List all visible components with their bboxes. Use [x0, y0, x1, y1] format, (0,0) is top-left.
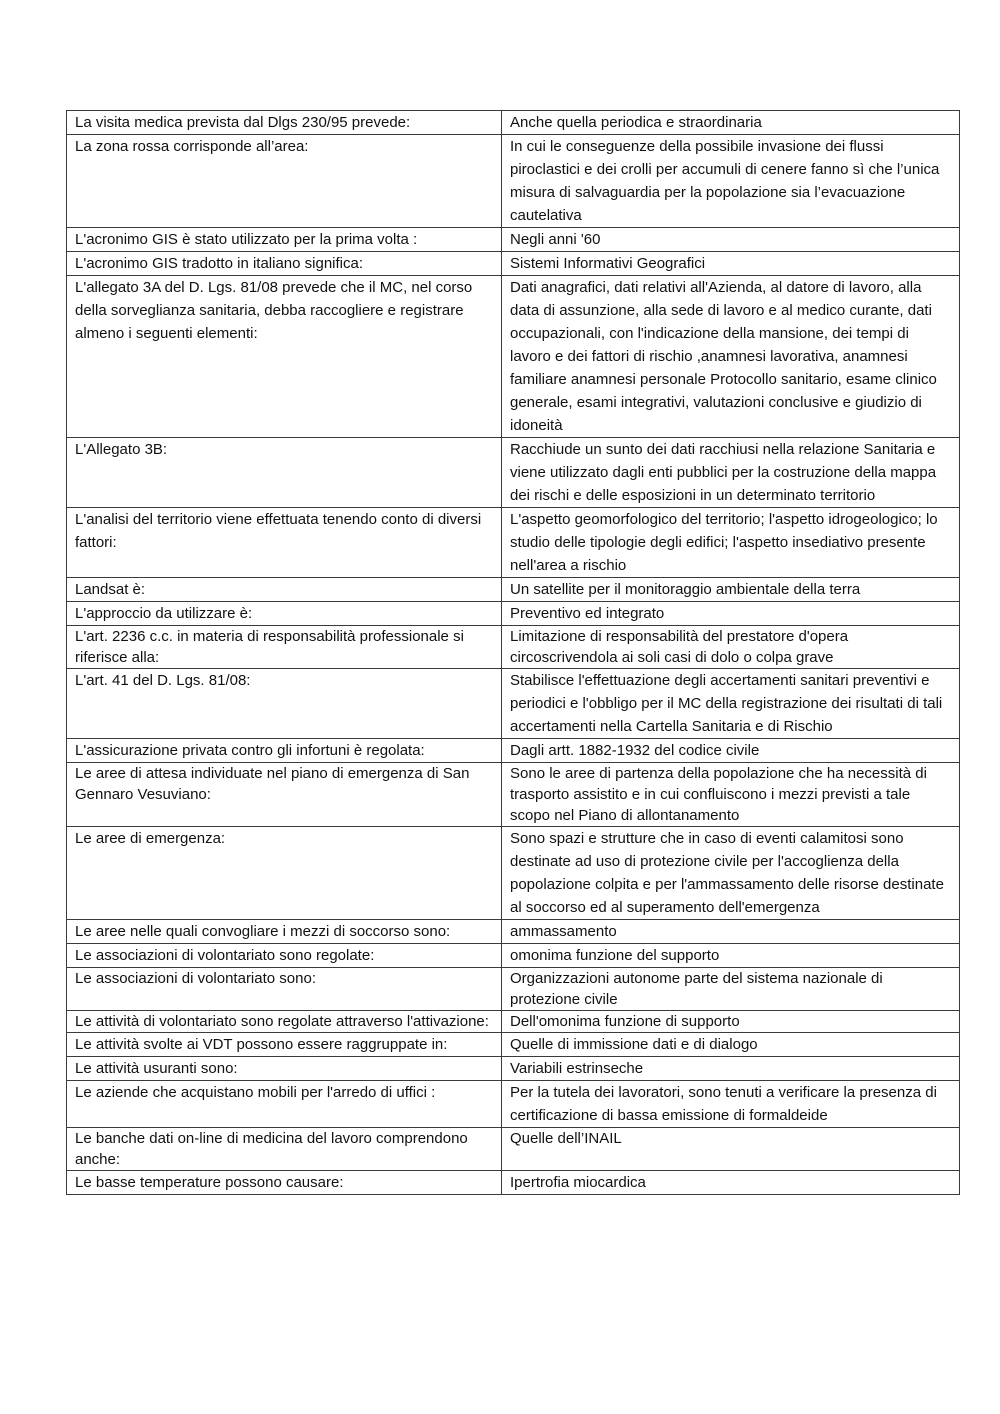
question-cell: La zona rossa corrisponde all’area: — [67, 135, 502, 228]
answer-cell: ammassamento — [502, 920, 960, 944]
answer-cell: Limitazione di responsabilità del prestatore d'opera circoscrivendola ai soli casi di dolo o colpa grave — [502, 626, 960, 669]
answer-cell: Dati anagrafici, dati relativi all'Azienda, al datore di lavoro, alla data di assunzione, alla sede di lavoro e al medico curante, dati occupazionali, con l'indicazione della mansione, dei tempi di lavoro e dei fattori di rischio ,anamnesi lavorativa, anamnesi familiare anamnesi personale Protocollo sanitario, esame clinico generale, esami integrativi, valutazioni conclusive e giudizio di idoneità — [502, 276, 960, 438]
table-row — [67, 438, 960, 508]
answer-cell: Quelle dell’INAIL — [502, 1128, 960, 1171]
table-row — [67, 602, 960, 626]
table-row — [67, 1081, 960, 1128]
question-cell: L'acronimo GIS è stato utilizzato per la prima volta : — [67, 228, 502, 252]
answer-cell: Preventivo ed integrato — [502, 602, 960, 626]
table-row — [67, 920, 960, 944]
table-row — [67, 763, 960, 827]
table-row — [67, 827, 960, 920]
answer-cell: Stabilisce l'effettuazione degli accertamenti sanitari preventivi e periodici e l'obbligo per il MC della registrazione dei risultati di tali accertamenti nella Cartella Sanitaria e di Rischio — [502, 669, 960, 739]
answer-cell: Dell'omonima funzione di supporto — [502, 1011, 960, 1033]
table-row — [67, 1057, 960, 1081]
answer-cell: Quelle di immissione dati e di dialogo — [502, 1033, 960, 1057]
question-cell: Le aree di emergenza: — [67, 827, 502, 920]
answer-cell: Anche quella periodica e straordinaria — [502, 111, 960, 135]
question-cell: Le associazioni di volontariato sono regolate: — [67, 944, 502, 968]
question-cell: L'approccio da utilizzare è: — [67, 602, 502, 626]
answer-cell: L'aspetto geomorfologico del territorio; l'aspetto idrogeologico; lo studio delle tipologie degli edifici; l'aspetto insediativo presente nell'area a rischio — [502, 508, 960, 578]
question-cell: Le basse temperature possono causare: — [67, 1171, 502, 1195]
question-cell: L'allegato 3A del D. Lgs. 81/08 prevede che il MC, nel corso della sorveglianza sanitaria, debba raccogliere e registrare almeno i seguenti elementi: — [67, 276, 502, 438]
table-row — [67, 669, 960, 739]
answer-cell: Dagli artt. 1882-1932 del codice civile — [502, 739, 960, 763]
question-cell: Le aree di attesa individuate nel piano di emergenza di San Gennaro Vesuviano: — [67, 763, 502, 827]
answer-cell: Sistemi Informativi Geografici — [502, 252, 960, 276]
question-cell: L'assicurazione privata contro gli infortuni è regolata: — [67, 739, 502, 763]
question-cell: Le attività usuranti sono: — [67, 1057, 502, 1081]
table-row — [67, 626, 960, 669]
answer-cell: Ipertrofia miocardica — [502, 1171, 960, 1195]
qa-table-body — [67, 111, 960, 1195]
answer-cell: Per la tutela dei lavoratori, sono tenuti a verificare la presenza di certificazione di bassa emissione di formaldeide — [502, 1081, 960, 1128]
qa-table — [66, 110, 960, 1195]
table-row — [67, 1033, 960, 1057]
table-row — [67, 508, 960, 578]
question-cell: Le associazioni di volontariato sono: — [67, 968, 502, 1011]
answer-cell: Organizzazioni autonome parte del sistema nazionale di protezione civile — [502, 968, 960, 1011]
table-row — [67, 968, 960, 1011]
question-cell: Landsat è: — [67, 578, 502, 602]
table-row — [67, 578, 960, 602]
table-row — [67, 135, 960, 228]
table-row — [67, 228, 960, 252]
answer-cell: In cui le conseguenze della possibile invasione dei flussi piroclastici e dei crolli per accumuli di cenere fanno sì che l’unica misura di salvaguardia per la popolazione sia l’evacuazione cautelativa — [502, 135, 960, 228]
answer-cell: Negli anni '60 — [502, 228, 960, 252]
answer-cell: Sono le aree di partenza della popolazione che ha necessità di trasporto assistito e in cui confluiscono i mezzi previsti a tale scopo nel Piano di allontanamento — [502, 763, 960, 827]
table-row — [67, 1128, 960, 1171]
table-row — [67, 252, 960, 276]
question-cell: L'acronimo GIS tradotto in italiano significa: — [67, 252, 502, 276]
question-cell: L'art. 2236 c.c. in materia di responsabilità professionale si riferisce alla: — [67, 626, 502, 669]
answer-cell: Racchiude un sunto dei dati racchiusi nella relazione Sanitaria e viene utilizzato dagli enti pubblici per la costruzione della mappa dei rischi e delle esposizioni in un determinato territorio — [502, 438, 960, 508]
table-row — [67, 111, 960, 135]
answer-cell: Sono spazi e strutture che in caso di eventi calamitosi sono destinate ad uso di protezione civile per l'accoglienza della popolazione colpita e per l'ammassamento delle risorse destinate al soccorso ed al superamento dell'emergenza — [502, 827, 960, 920]
question-cell: Le attività di volontariato sono regolate attraverso l'attivazione: — [67, 1011, 502, 1033]
table-row — [67, 739, 960, 763]
table-row — [67, 1011, 960, 1033]
question-cell: Le aree nelle quali convogliare i mezzi di soccorso sono: — [67, 920, 502, 944]
question-cell: L'analisi del territorio viene effettuata tenendo conto di diversi fattori: — [67, 508, 502, 578]
table-row — [67, 944, 960, 968]
table-row — [67, 1171, 960, 1195]
question-cell: L'Allegato 3B: — [67, 438, 502, 508]
question-cell: Le attività svolte ai VDT possono essere raggruppate in: — [67, 1033, 502, 1057]
answer-cell: Variabili estrinseche — [502, 1057, 960, 1081]
question-cell: L'art. 41 del D. Lgs. 81/08: — [67, 669, 502, 739]
question-cell: Le banche dati on-line di medicina del lavoro comprendono anche: — [67, 1128, 502, 1171]
table-row — [67, 276, 960, 438]
question-cell: Le aziende che acquistano mobili per l'arredo di uffici : — [67, 1081, 502, 1128]
answer-cell: omonima funzione del supporto — [502, 944, 960, 968]
question-cell: La visita medica prevista dal Dlgs 230/95 prevede: — [67, 111, 502, 135]
answer-cell: Un satellite per il monitoraggio ambientale della terra — [502, 578, 960, 602]
